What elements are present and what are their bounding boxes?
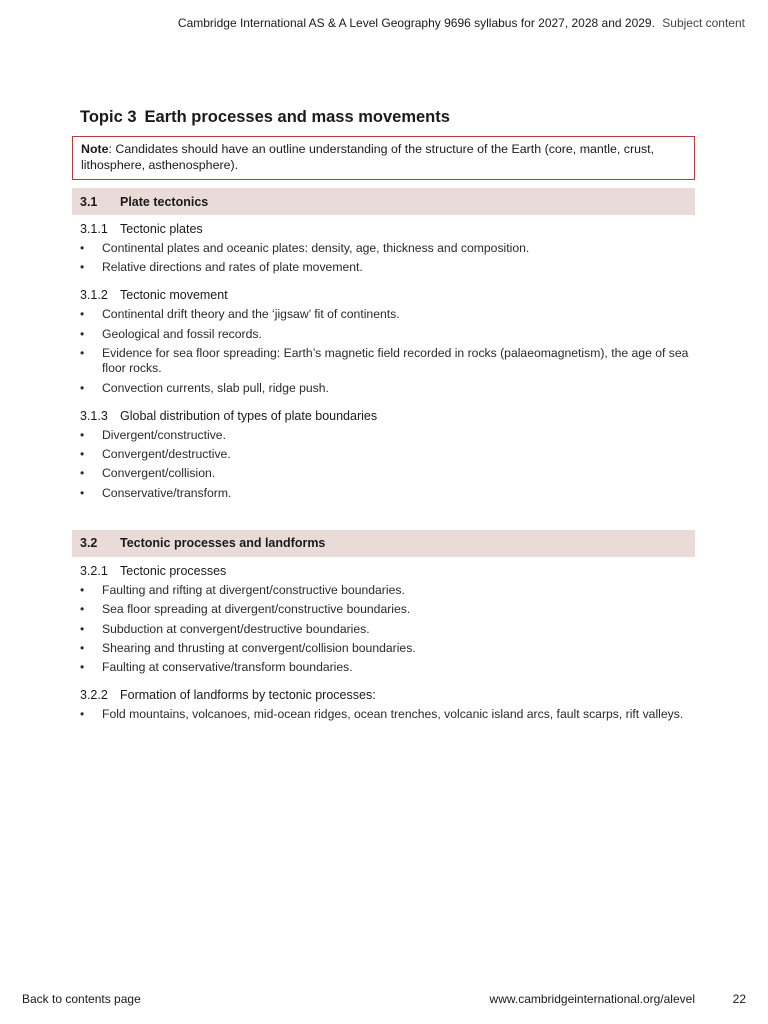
section-title: Plate tectonics [120,194,209,209]
section-number: 3.1 [80,194,98,209]
list-item: • Shearing and thrusting at convergent/collision boundaries. [80,641,695,656]
list-item: • Convection currents, slab pull, ridge push. [80,381,695,396]
subsection-number: 3.1.2 [80,288,108,303]
subsection-title: Formation of landforms by tectonic processes: [120,688,376,703]
list-item: • Relative directions and rates of plate movement. [80,260,695,275]
topic-name: Earth processes and mass movements [144,108,450,126]
subsection-number: 3.2.1 [80,563,108,578]
bullet-list [80,583,695,676]
subsection-heading [80,563,695,579]
subsection-heading [80,221,695,237]
topic-number: Topic 3 [80,108,137,126]
list-item: • Geological and fossil records. [80,327,695,342]
subsection-number: 3.2.2 [80,688,108,703]
running-header [178,16,745,30]
list-item: • Divergent/constructive. [80,428,695,443]
section-number: 3.2 [80,536,98,551]
subsection-title: Tectonic plates [120,222,203,236]
section-header [72,188,695,215]
bullet-list [80,707,695,722]
page-number: 22 [732,992,746,1006]
bullet-list [80,428,695,501]
section-3-1 [80,188,695,501]
subsection-heading [80,687,695,703]
section-header [72,530,695,557]
section-name: Subject content [662,16,745,30]
note-text: : Candidates should have an outline understanding of the structure of the Earth (core, mantle, crust, lithosphere, asthenosphere). [81,142,655,172]
website-link[interactable]: www.cambridgeinternational.org/alevel [489,992,695,1006]
subsection-number: 3.1.1 [80,222,108,236]
section-title: Tectonic processes and landforms [120,536,326,551]
subsection-number: 3.1.3 [80,408,108,423]
list-item: • Convergent/collision. [80,466,695,481]
bullet-list [80,307,695,395]
main-content [80,106,695,727]
note-box [72,136,695,180]
document-title: Cambridge International AS & A Level Geography 9696 syllabus for 2027, 2028 and 2029. [177,16,655,30]
bullet-list [80,241,695,275]
subsection-title: Tectonic processes [120,563,227,578]
list-item: • Convergent/destructive. [80,447,695,462]
list-item: • Sea floor spreading at divergent/constructive boundaries. [80,602,695,617]
list-item: • Faulting at conservative/transform boundaries. [80,660,695,675]
section-3-2 [80,530,695,723]
back-to-contents-link[interactable]: Back to contents page [22,992,141,1006]
note-label: Note [81,142,109,156]
list-item: • Continental plates and oceanic plates: density, age, thickness and composition. [80,241,695,256]
list-item: • Evidence for sea floor spreading: Earth’s magnetic field recorded in rocks (palaeomagnetism), the age of sea floor rocks. [80,346,695,376]
subsection-heading [80,408,695,424]
subsection-heading [80,287,695,303]
subsection-title: Tectonic movement [120,288,228,303]
list-item: • Continental drift theory and the ‘jigsaw’ fit of continents. [80,307,695,322]
topic-title [80,106,695,128]
list-item: • Faulting and rifting at divergent/constructive boundaries. [80,583,695,598]
list-item: • Subduction at convergent/destructive boundaries. [80,622,695,637]
list-item: • Conservative/transform. [80,486,695,501]
list-item: • Fold mountains, volcanoes, mid-ocean ridges, ocean trenches, volcanic island arcs, fault scarps, rift valleys. [80,707,695,722]
subsection-title: Global distribution of types of plate boundaries [120,408,378,423]
